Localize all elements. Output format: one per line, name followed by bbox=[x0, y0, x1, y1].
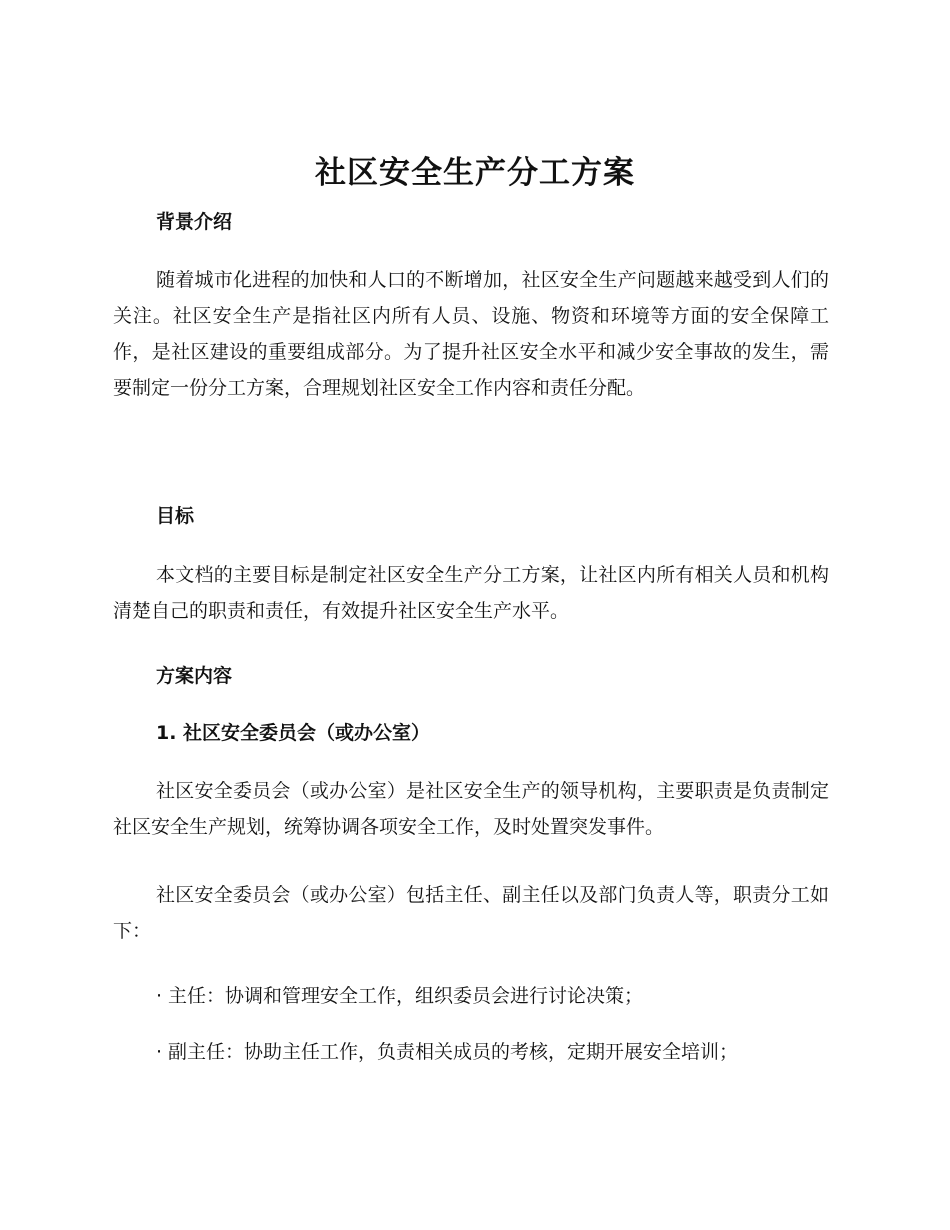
paragraph-committee-members: 社区安全委员会（或办公室）包括主任、副主任以及部门负责人等，职责分工如下： bbox=[113, 884, 829, 942]
section-heading-background: 背景介绍 bbox=[156, 211, 233, 233]
section-heading-plan: 方案内容 bbox=[156, 665, 233, 687]
list-item bbox=[156, 1037, 836, 1067]
list-item bbox=[156, 981, 836, 1011]
paragraph-goal: 本文档的主要目标是制定社区安全生产分工方案，让社区内所有相关人员和机构清楚自己的职责和责任，有效提升社区安全生产水平。 bbox=[113, 564, 829, 622]
list-item-text: 主任：协调和管理安全工作，组织委员会进行讨论决策； bbox=[168, 985, 644, 1007]
bullet-marker: · bbox=[156, 1041, 163, 1063]
paragraph-background: 随着城市化进程的加快和人口的不断增加，社区安全生产问题越来越受到人们的关注。社区安全生产是指社区内所有人员、设施、物资和环境等方面的安全保障工作，是社区建设的重要组成部分。为了提升社区安全水平和减少安全事故的发生，需要制定一份分工方案，合理规划社区安全工作内容和责任分配。 bbox=[113, 269, 829, 399]
subsection-heading-committee: 1. 社区安全委员会（或办公室） bbox=[156, 722, 431, 744]
list-item-text: 副主任：协助主任工作，负责相关成员的考核，定期开展安全培训； bbox=[168, 1041, 739, 1063]
document-title: 社区安全生产分工方案 bbox=[315, 155, 635, 191]
paragraph-committee-duties: 社区安全委员会（或办公室）是社区安全生产的领导机构，主要职责是负责制定社区安全生产规划，统筹协调各项安全工作，及时处置突发事件。 bbox=[113, 780, 829, 838]
bullet-marker: · bbox=[156, 985, 163, 1007]
section-heading-goal: 目标 bbox=[156, 505, 195, 527]
